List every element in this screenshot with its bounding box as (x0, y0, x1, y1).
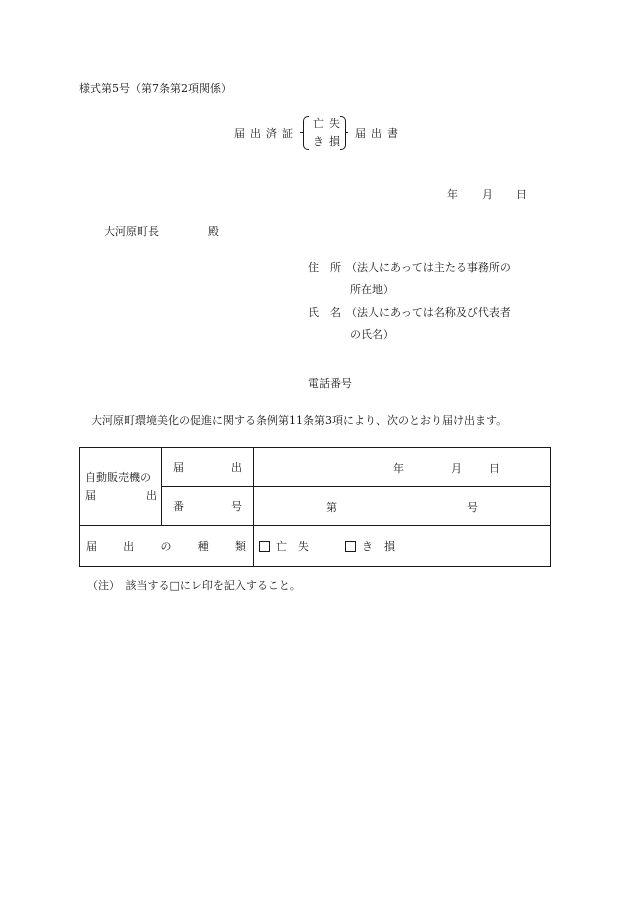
name-label: 氏 名 (308, 306, 341, 319)
address-note-line-2: 所在地） (350, 283, 394, 296)
loss-label: 亡 失 (276, 540, 309, 553)
title-option-1: 亡失 (313, 117, 345, 130)
addressee-honorific: 殿 (208, 225, 219, 238)
row3-label-1: 出 (123, 540, 135, 553)
table-row-kind (80, 526, 551, 567)
notification-table (79, 447, 551, 567)
row1-label-b: 出 (231, 461, 242, 474)
group-label-cell (80, 448, 162, 526)
row2-label-a: 番 (173, 500, 184, 513)
title-prefix: 届出済証 (234, 127, 298, 140)
row2-label-cell (162, 487, 254, 526)
row1-day: 日 (489, 462, 500, 475)
title-left-brace (303, 116, 309, 150)
body-text: 大河原町環境美化の促進に関する条例第11条第3項により、次のとおり届け出ます。 (91, 414, 508, 427)
group-label-line-2 (85, 487, 161, 505)
phone-label: 電話番号 (308, 377, 352, 390)
title-suffix: 届出書 (355, 127, 403, 140)
footnote: （注） 該当する□にレ印を記入すること。 (87, 579, 301, 592)
name-note-line-1: （法人にあっては名称及び代表者 (346, 306, 511, 319)
row2-label-b: 号 (231, 500, 242, 513)
row1-label-cell (162, 448, 254, 487)
group-label-line-1: 自動販売機の (85, 470, 151, 484)
group-label-2a: 届 (85, 488, 96, 502)
damage-label: き 損 (362, 540, 395, 553)
title-right-brace-tip (345, 132, 348, 133)
row3-label-3: 種 (197, 540, 209, 553)
address-note-line-1: （法人にあっては主たる事務所の (346, 261, 511, 274)
date-month: 月 (482, 188, 493, 201)
damage-checkbox[interactable] (345, 541, 356, 552)
row3-label-0: 届 (86, 540, 97, 553)
row3-label-cell (80, 526, 254, 567)
table-row-date (80, 448, 551, 487)
address-label: 住 所 (308, 261, 341, 274)
title-option-2: き損 (313, 135, 345, 148)
loss-checkbox[interactable] (259, 541, 270, 552)
row1-label (162, 459, 253, 475)
title-right-brace (340, 116, 346, 150)
kind-option-loss[interactable] (259, 538, 309, 554)
row1-year: 年 (393, 462, 404, 475)
addressee-name: 大河原町長 (104, 225, 159, 238)
name-note-line-2: の氏名） (350, 328, 394, 341)
row3-label (80, 538, 253, 554)
row3-label-4: 類 (235, 540, 246, 553)
row1-month: 月 (451, 462, 462, 475)
row3-value-cell (254, 526, 551, 567)
row1-value-cell[interactable] (254, 448, 551, 487)
row2-value-cell[interactable] (254, 487, 551, 526)
row1-label-a: 届 (173, 461, 184, 474)
row2-label (162, 498, 253, 514)
row2-suffix: 号 (467, 501, 478, 514)
date-year: 年 (447, 188, 458, 201)
kind-option-damage[interactable] (345, 538, 395, 554)
title-left-brace-tip (300, 132, 303, 133)
date-day: 日 (516, 188, 527, 201)
group-label-2b: 出 (146, 488, 157, 502)
row3-label-2: の (160, 540, 172, 553)
form-number-label: 様式第5号（第7条第2項関係） (79, 82, 232, 95)
row2-prefix: 第 (326, 501, 337, 514)
